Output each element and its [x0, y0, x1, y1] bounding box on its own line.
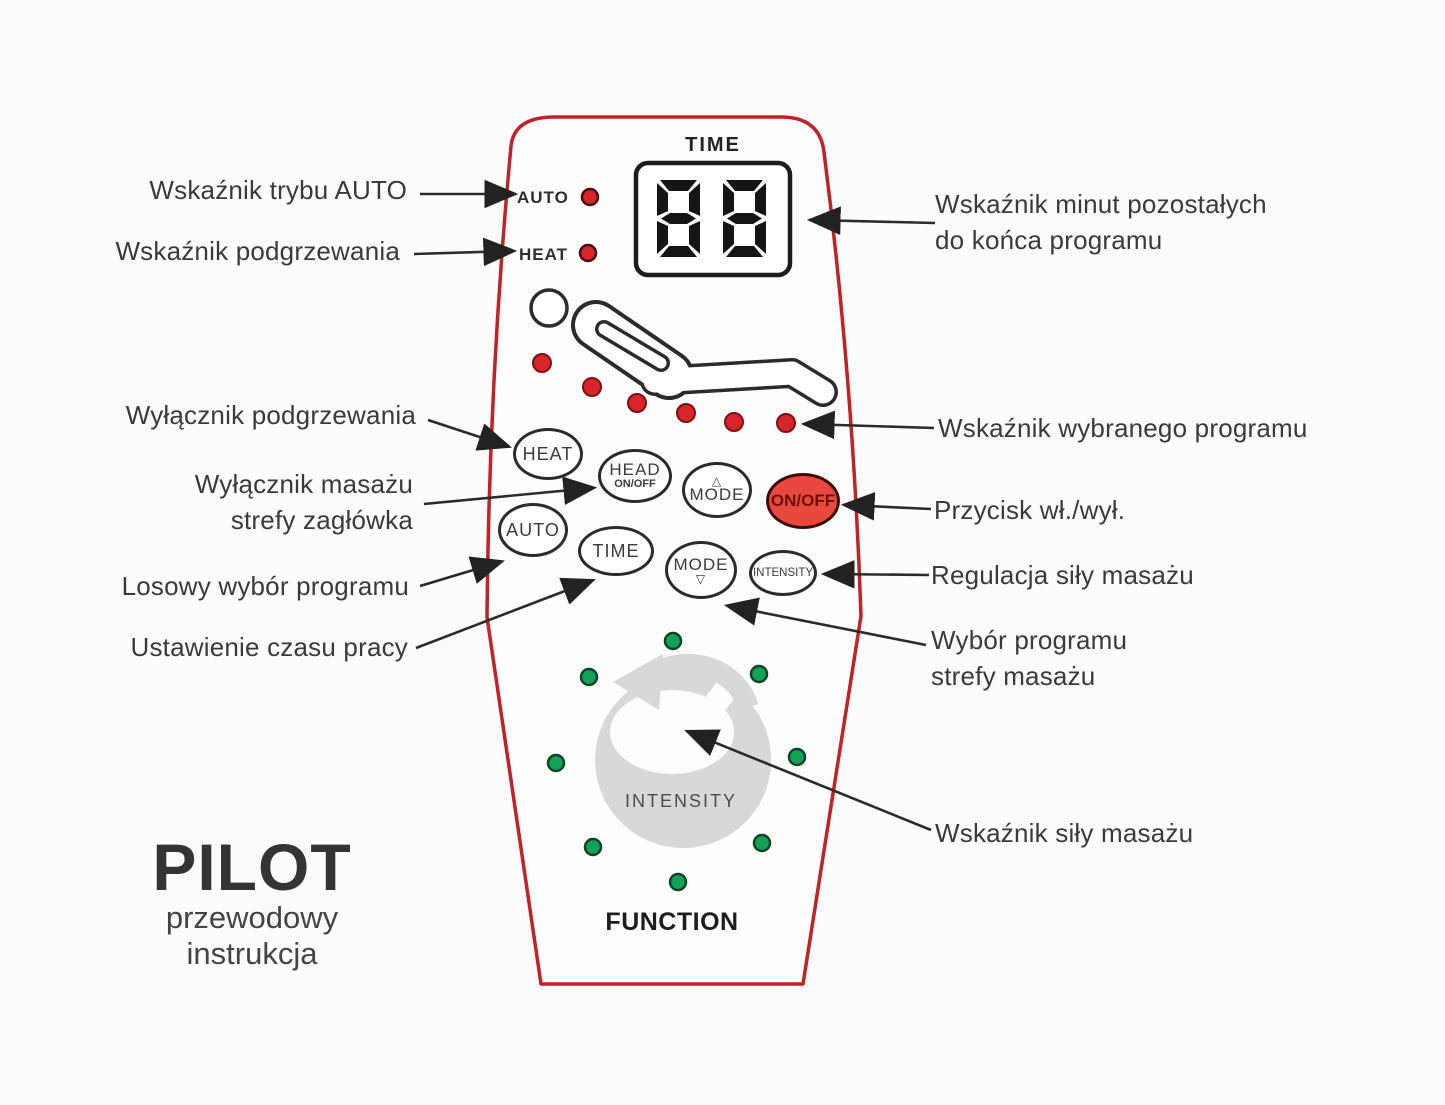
auto-led	[582, 189, 598, 205]
intensity-icon-label: INTENSITY	[624, 791, 737, 811]
heat-button[interactable]: HEAT	[513, 428, 583, 480]
triangle-up-icon: △	[711, 474, 723, 489]
time-display	[636, 163, 790, 275]
chair-head-circle	[531, 290, 567, 326]
program-led	[583, 378, 601, 396]
label-time-setting: Ustawienie czasu pracy	[130, 632, 408, 662]
program-led	[725, 413, 743, 431]
label-heating-switch: Wyłącznik podgrzewania	[125, 400, 416, 430]
label-selected-program: Wskaźnik wybranego programu	[938, 413, 1308, 443]
arrow	[414, 251, 512, 254]
intensity-led	[585, 839, 601, 855]
auto-button[interactable]: AUTO	[498, 503, 568, 557]
program-led	[677, 404, 695, 422]
head-onoff-button[interactable]: HEAD ON/OFF	[598, 449, 672, 503]
intensity-led	[581, 669, 597, 685]
intensity-led	[789, 749, 805, 765]
intensity-led	[548, 755, 564, 771]
label-power-button: Przycisk wł./wył.	[934, 495, 1126, 525]
label-intensity-control: Regulacja siły masażu	[931, 560, 1194, 590]
program-led	[628, 394, 646, 412]
label-auto-mode-indicator: Wskaźnik trybu AUTO	[149, 175, 407, 205]
diagram-title	[102, 830, 402, 972]
mode-down-button[interactable]: MODE ▽	[665, 541, 737, 599]
intensity-button[interactable]: INTENSITY	[749, 550, 817, 596]
heat-led	[580, 245, 596, 261]
intensity-led	[751, 666, 767, 682]
program-led	[777, 414, 795, 432]
title-sub2: instrukcja	[186, 936, 318, 971]
intensity-led	[665, 633, 681, 649]
label-minutes-remaining: Wskaźnik minut pozostałych do końca programu	[935, 189, 1267, 255]
time-display-caption: TIME	[685, 134, 741, 156]
title-main: PILOT	[152, 830, 352, 904]
arrow	[846, 505, 931, 509]
intensity-led	[670, 874, 686, 890]
triangle-down-icon: ▽	[695, 571, 707, 586]
intensity-led	[754, 835, 770, 851]
label-heating-indicator: Wskaźnik podgrzewania	[115, 236, 400, 266]
auto-indicator-label: AUTO	[517, 188, 569, 207]
arrow	[826, 574, 929, 575]
heat-indicator-label: HEAT	[519, 245, 569, 264]
label-head-massage-switch: Wyłącznik masażu strefy zagłówka	[194, 469, 413, 535]
label-intensity-indicator: Wskaźnik siły masażu	[935, 818, 1194, 848]
label-zone-program: Wybór programu strefy masażu	[931, 625, 1128, 691]
power-button[interactable]: ON/OFF	[766, 473, 840, 529]
title-sub1: przewodowy	[165, 900, 339, 935]
function-label: FUNCTION	[605, 908, 739, 936]
mode-up-button[interactable]: △ MODE	[682, 462, 752, 518]
time-button[interactable]: TIME	[578, 526, 654, 576]
program-led	[533, 354, 551, 372]
label-random-program: Losowy wybór programu	[121, 571, 409, 601]
